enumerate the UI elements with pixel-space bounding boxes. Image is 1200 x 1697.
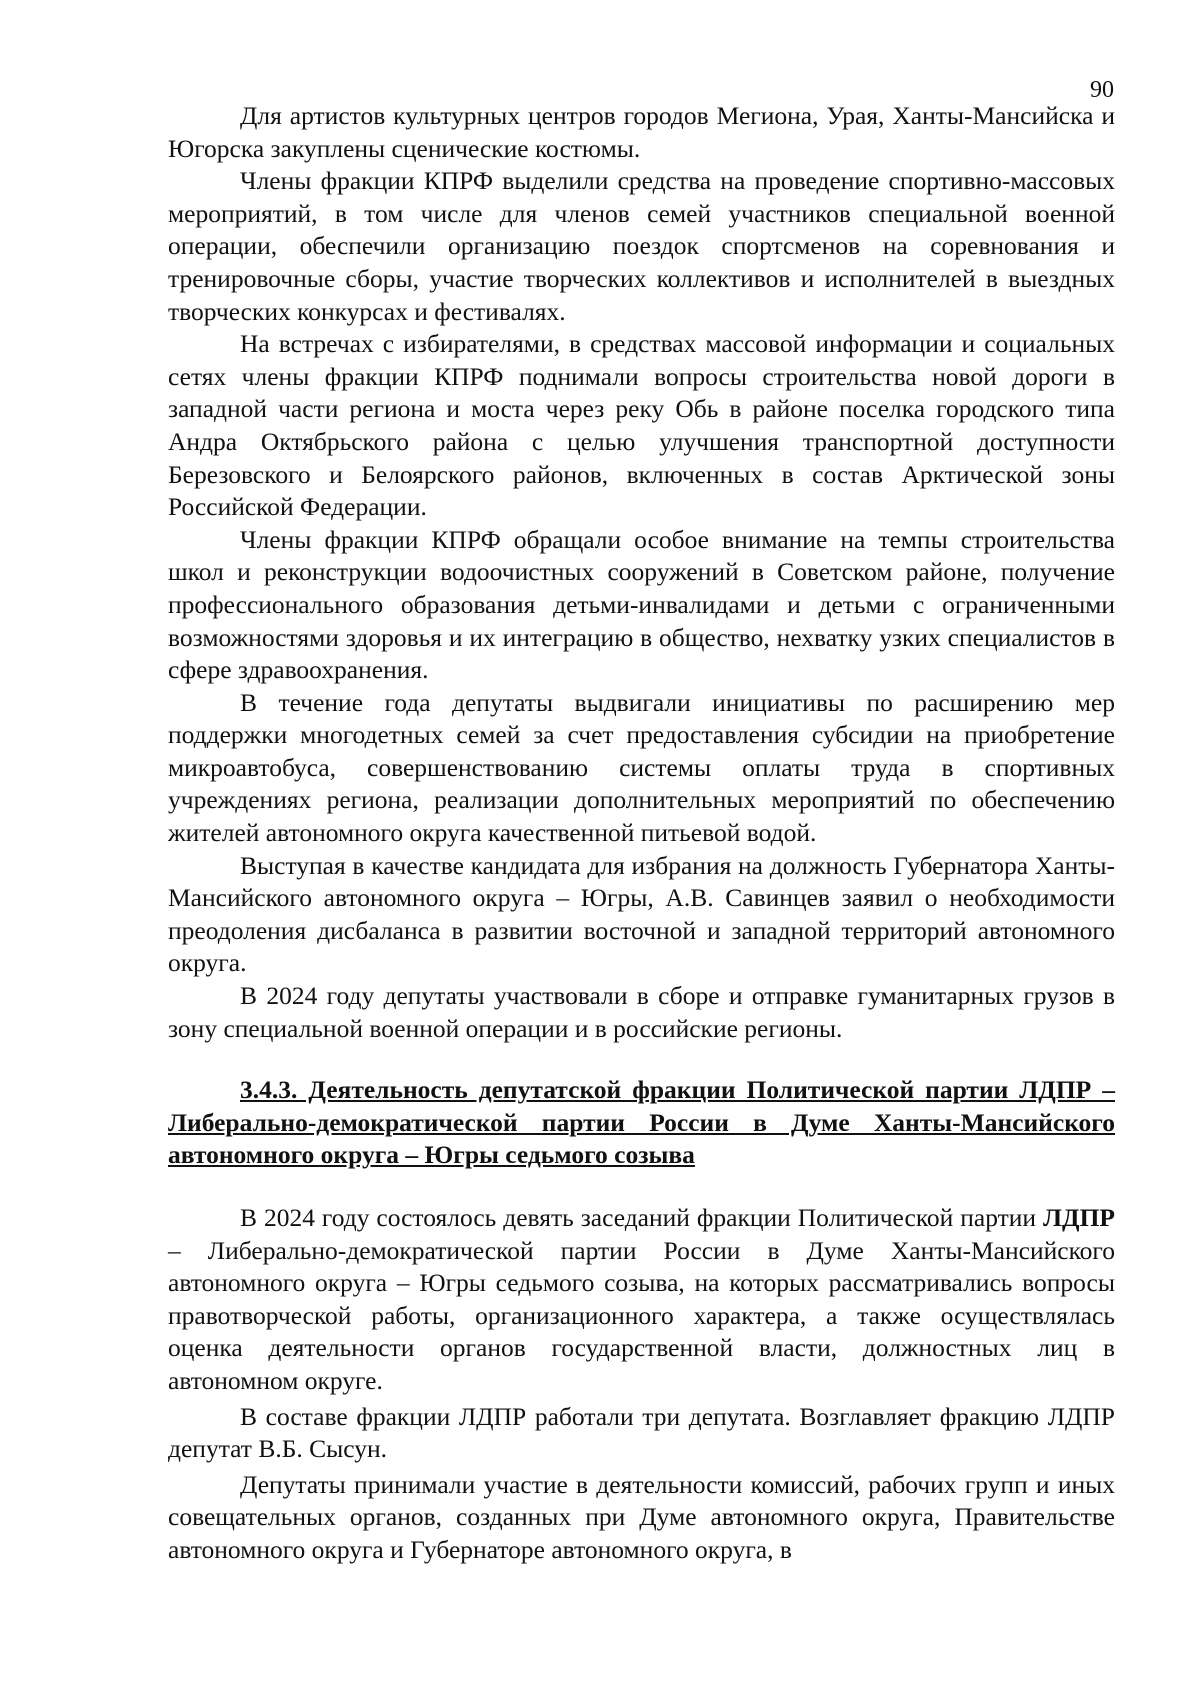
paragraph-governor-candidate: Выступая в качестве кандидата для избрания на должность Губернатора Ханты-Мансийского автономного округа – Югры, А.В. Савинцев заявил о необходимости преодоления дисбаланса в развитии восточной и западной территорий автономного округа. (168, 850, 1115, 978)
paragraph-sports-events: Члены фракции КПРФ выделили средства на проведение спортивно-массовых мероприятий, в том числе для членов семей участников специальной военной операции, обеспечили организацию поездок спортсменов на соревнования и тренировочные сборы, участие творческих коллективов и исполнителей в выездных творческих конкурсах и фестивалях. (168, 166, 1115, 326)
paragraph-initiatives: В течение года депутаты выдвигали инициативы по расширению мер поддержки многодетных семей за счет предоставления субсидии на приобретение микроавтобуса, совершенствованию системы оплаты труда в спортивных учреждениях региона, реализации дополнительных мероприятий по обеспечению жителей автономного округа качественной питьевой водой. (168, 687, 1115, 848)
document-body (168, 100, 1115, 1567)
paragraph-costumes: Для артистов культурных центров городов Мегиона, Урая, Ханты-Мансийска и Югорска закуплены сценические костюмы. (168, 101, 1115, 163)
paragraph-humanitarian-aid: В 2024 году депутаты участвовали в сборе и отправке гуманитарных грузов в зону специальной военной операции и в российские регионы. (168, 981, 1115, 1043)
page-number: 90 (1090, 77, 1114, 103)
paragraph-road-bridge: На встречах с избирателями, в средствах массовой информации и социальных сетях члены фракции КПРФ поднимали вопросы строительства новой дороги в западной части региона и моста через реку Обь в районе поселка городского типа Андра Октябрьского района с целью улучшения транспортной доступности Березовского и Белоярского районов, включенных в состав Арктической зоны Российской Федерации. (168, 329, 1115, 522)
paragraph-commissions: Депутаты принимали участие в деятельности комиссий, рабочих групп и иных совещательных органов, созданных при Думе автономного округа, Правительстве автономного округа и Губернаторе автономного округа, в (168, 1469, 1115, 1564)
ldpr-bold-abbr: ЛДПР (1043, 1203, 1115, 1232)
paragraph-ldpr-meetings (168, 1202, 1115, 1398)
paragraph-ldpr-members: В составе фракции ЛДПР работали три депутата. Возглавляет фракцию ЛДПР депутат В.Б. Сысун. (168, 1401, 1115, 1464)
section-heading: 3.4.3. Деятельность депутатской фракции Политической партии ЛДПР – Либерально-демократической партии России в Думе Ханты-Мансийского автономного округа – Югры седьмого созыва (168, 1075, 1115, 1170)
ldpr-text-before: В 2024 году состоялось девять заседаний фракции Политической партии (240, 1203, 1044, 1232)
ldpr-text-after: – Либерально-демократической партии России в Думе Ханты-Мансийского автономного округа – Югры седьмого созыва, на которых рассматривались вопросы правотворческой работы, организационного характера, а также осуществлялась оценка деятельности органов государственной власти, должностных лиц в автономном округе. (168, 1235, 1115, 1395)
paragraph-schools: Члены фракции КПРФ обращали особое внимание на темпы строительства школ и реконструкции водоочистных сооружений в Советском районе, получение профессионального образования детьми-инвалидами и детьми с ограниченными возможностями здоровья и их интеграцию в общество, нехватку узких специалистов в сфере здравоохранения. (168, 524, 1115, 685)
